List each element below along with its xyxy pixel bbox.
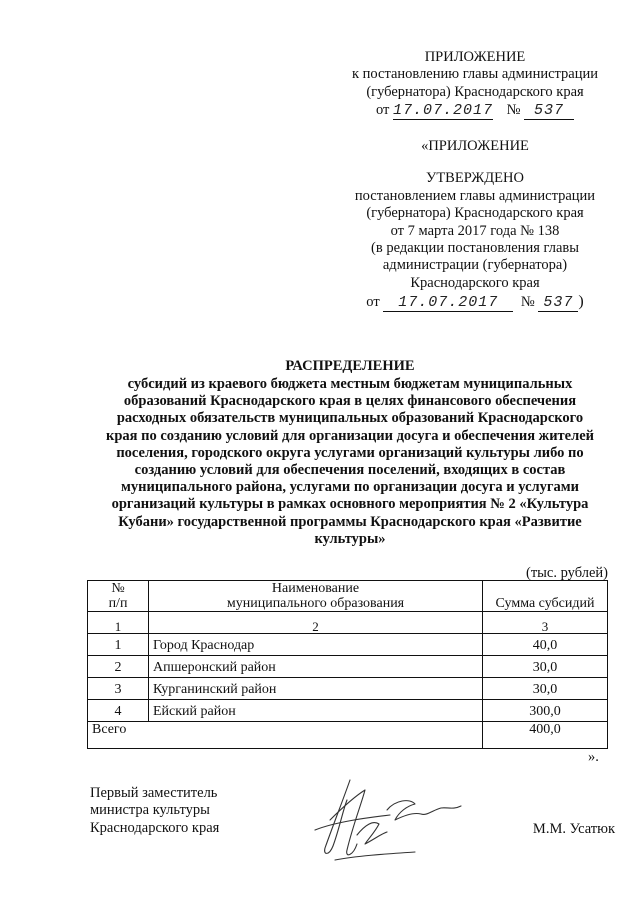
index-cell: 3 xyxy=(483,612,608,634)
approval-line-6: Краснодарского края xyxy=(410,274,540,291)
header-name-line-1: Наименование xyxy=(271,581,360,596)
row-sum: 40,0 xyxy=(483,634,608,656)
total-sum: 400,0 xyxy=(483,722,608,749)
header-name-line-2: муниципального образования xyxy=(226,596,405,611)
subtitle-line: организаций культуры в рамках основного мероприятия № 2 «Культура xyxy=(111,496,589,513)
row-num: 1 xyxy=(88,634,149,656)
appendix-line-1: к постановлению главы администрации xyxy=(351,66,599,83)
position-line-1: Первый заместитель xyxy=(90,785,218,801)
closing-quote: ». xyxy=(588,749,599,765)
row-name: Город Краснодар xyxy=(149,634,483,656)
handwritten-date: 17.07.2017 xyxy=(392,102,493,120)
subtitle-line: образований Краснодарского края в целях финансового обеспечения xyxy=(123,393,577,410)
signatory-position xyxy=(90,785,290,837)
subtitle-line: края по созданию условий для организации досуга и обеспечения жителей xyxy=(105,427,595,444)
table-header-row xyxy=(88,581,608,612)
row-name: Ейский район xyxy=(149,700,483,722)
row-num: 2 xyxy=(88,656,149,678)
units-label: (тыс. рублей) xyxy=(526,565,608,581)
row-sum: 30,0 xyxy=(483,656,608,678)
number-prefix: № xyxy=(520,294,535,311)
header-num-line-2: п/п xyxy=(108,596,128,611)
header-num xyxy=(88,581,149,612)
approval-line-2: (губернатора) Краснодарского края xyxy=(366,205,584,222)
subtitle-line: субсидий из краевого бюджета местным бюджетам муниципальных xyxy=(127,376,573,392)
handwritten-signature xyxy=(295,760,475,870)
row-name: Курганинский район xyxy=(149,678,483,700)
appendix-title: ПРИЛОЖЕНИЕ xyxy=(424,49,526,65)
total-label: Всего xyxy=(88,722,483,749)
row-sum: 30,0 xyxy=(483,678,608,700)
handwritten-date: 17.07.2017 xyxy=(383,295,513,312)
row-sum: 300,0 xyxy=(483,700,608,722)
subtitle-line: муниципального района, услугами по организации досуга и услугами xyxy=(121,479,579,496)
header-sum: Сумма субсидий xyxy=(483,581,608,612)
appendix-line-2: (губернатора) Краснодарского края xyxy=(366,83,584,100)
document-subtitle xyxy=(60,376,640,548)
table-row xyxy=(88,700,608,722)
row-name: Апшеронский район xyxy=(149,656,483,678)
header-num-line-1: № xyxy=(111,581,125,596)
approval-line-1: постановлением главы администрации xyxy=(354,187,596,204)
position-line-2: министра культуры xyxy=(90,802,210,819)
subtitle-line: культуры» xyxy=(314,530,386,547)
header-name xyxy=(149,581,483,612)
approval-date-line: от 17.07.2017 № 537 ) xyxy=(366,293,584,312)
table-row xyxy=(88,634,608,656)
table-total-row xyxy=(88,722,608,749)
distribution-table xyxy=(87,580,608,749)
position-line-3: Краснодарского края xyxy=(90,819,220,836)
row-num: 4 xyxy=(88,700,149,722)
table-row xyxy=(88,678,608,700)
date-prefix: от xyxy=(375,102,390,119)
number-prefix: № xyxy=(506,102,521,119)
index-cell: 2 xyxy=(149,612,483,634)
index-cell: 1 xyxy=(88,612,149,634)
appendix-date-line xyxy=(330,102,620,120)
subtitle-line: поселения, городского округа услугами организаций культуры либо по xyxy=(116,444,584,461)
approval-block xyxy=(330,138,620,312)
table-index-row xyxy=(88,612,608,634)
table-row xyxy=(88,656,608,678)
row-num: 3 xyxy=(88,678,149,700)
approved-label: УТВЕРЖДЕНО xyxy=(426,170,524,187)
approval-line-5: администрации (губернатора) xyxy=(382,257,568,274)
subtitle-line: расходных обязательств муниципальных образований Краснодарского xyxy=(116,410,584,427)
appendix-block xyxy=(330,49,620,120)
approval-line-3: от 7 марта 2017 года № 138 xyxy=(390,222,560,239)
approval-line-4: (в редакции постановления главы xyxy=(371,239,579,256)
appendix-quote: «ПРИЛОЖЕНИЕ xyxy=(421,138,529,154)
subtitle-line: Кубани» государственной программы Краснодарского края «Развитие xyxy=(118,513,582,530)
document-title: РАСПРЕДЕЛЕНИЕ xyxy=(285,358,415,374)
date-prefix: от xyxy=(366,294,380,311)
handwritten-number: 537 xyxy=(538,295,578,312)
handwritten-number: 537 xyxy=(524,103,574,120)
subtitle-line: созданию условий для обеспечения поселений, входящих в состав xyxy=(134,462,566,479)
signatory-name: М.М. Усатюк xyxy=(532,821,615,837)
